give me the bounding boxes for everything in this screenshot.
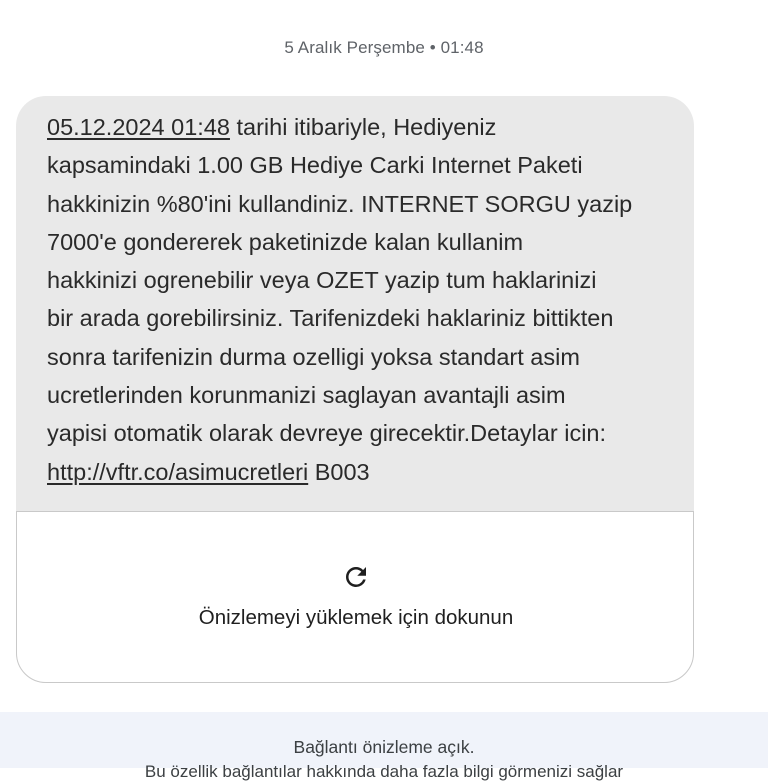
date-link[interactable]: 05.12.2024 01:48 [47,114,230,140]
refresh-icon [341,562,371,592]
message-body: tarihi itibariyle, Hediyeniz kapsamindaki 1.00 GB Hediye Carki Internet Paketi hakkinizin %80'ini kullandiniz. INTERNET SORGU yazip 7000'e gondererek paketinizde kalan kullanim hakkinizi ogrenebilir veya OZET yazip tum haklarinizi bir arada gorebilirsiniz. Tarifenizdeki haklariniz bittikten sonra tarifenizin durma ozelligi yoksa standart asim ucretlerinden korunmanizi saglayan avantajli asim yapisi otomatik olarak devreye girecektir.Detaylar icin: [47,114,633,447]
url-link[interactable]: http://vftr.co/asimucretleri [47,458,309,485]
message-suffix: B003 [308,458,370,485]
link-preview-card[interactable] [16,511,694,683]
message-bubble[interactable] [16,96,694,683]
link-preview-notice [0,712,768,781]
notice-subtitle: Bu özellik bağlantılar hakkında daha fazla bilgi görmenizi sağlar [144,762,624,781]
preview-load-label: Önizlemeyi yüklemek için dokunun [198,606,514,629]
message-timestamp: 5 Aralık Perşembe • 01:48 [284,38,484,57]
notice-title: Bağlantı önizleme açık. [293,737,475,757]
message-text [47,108,687,491]
